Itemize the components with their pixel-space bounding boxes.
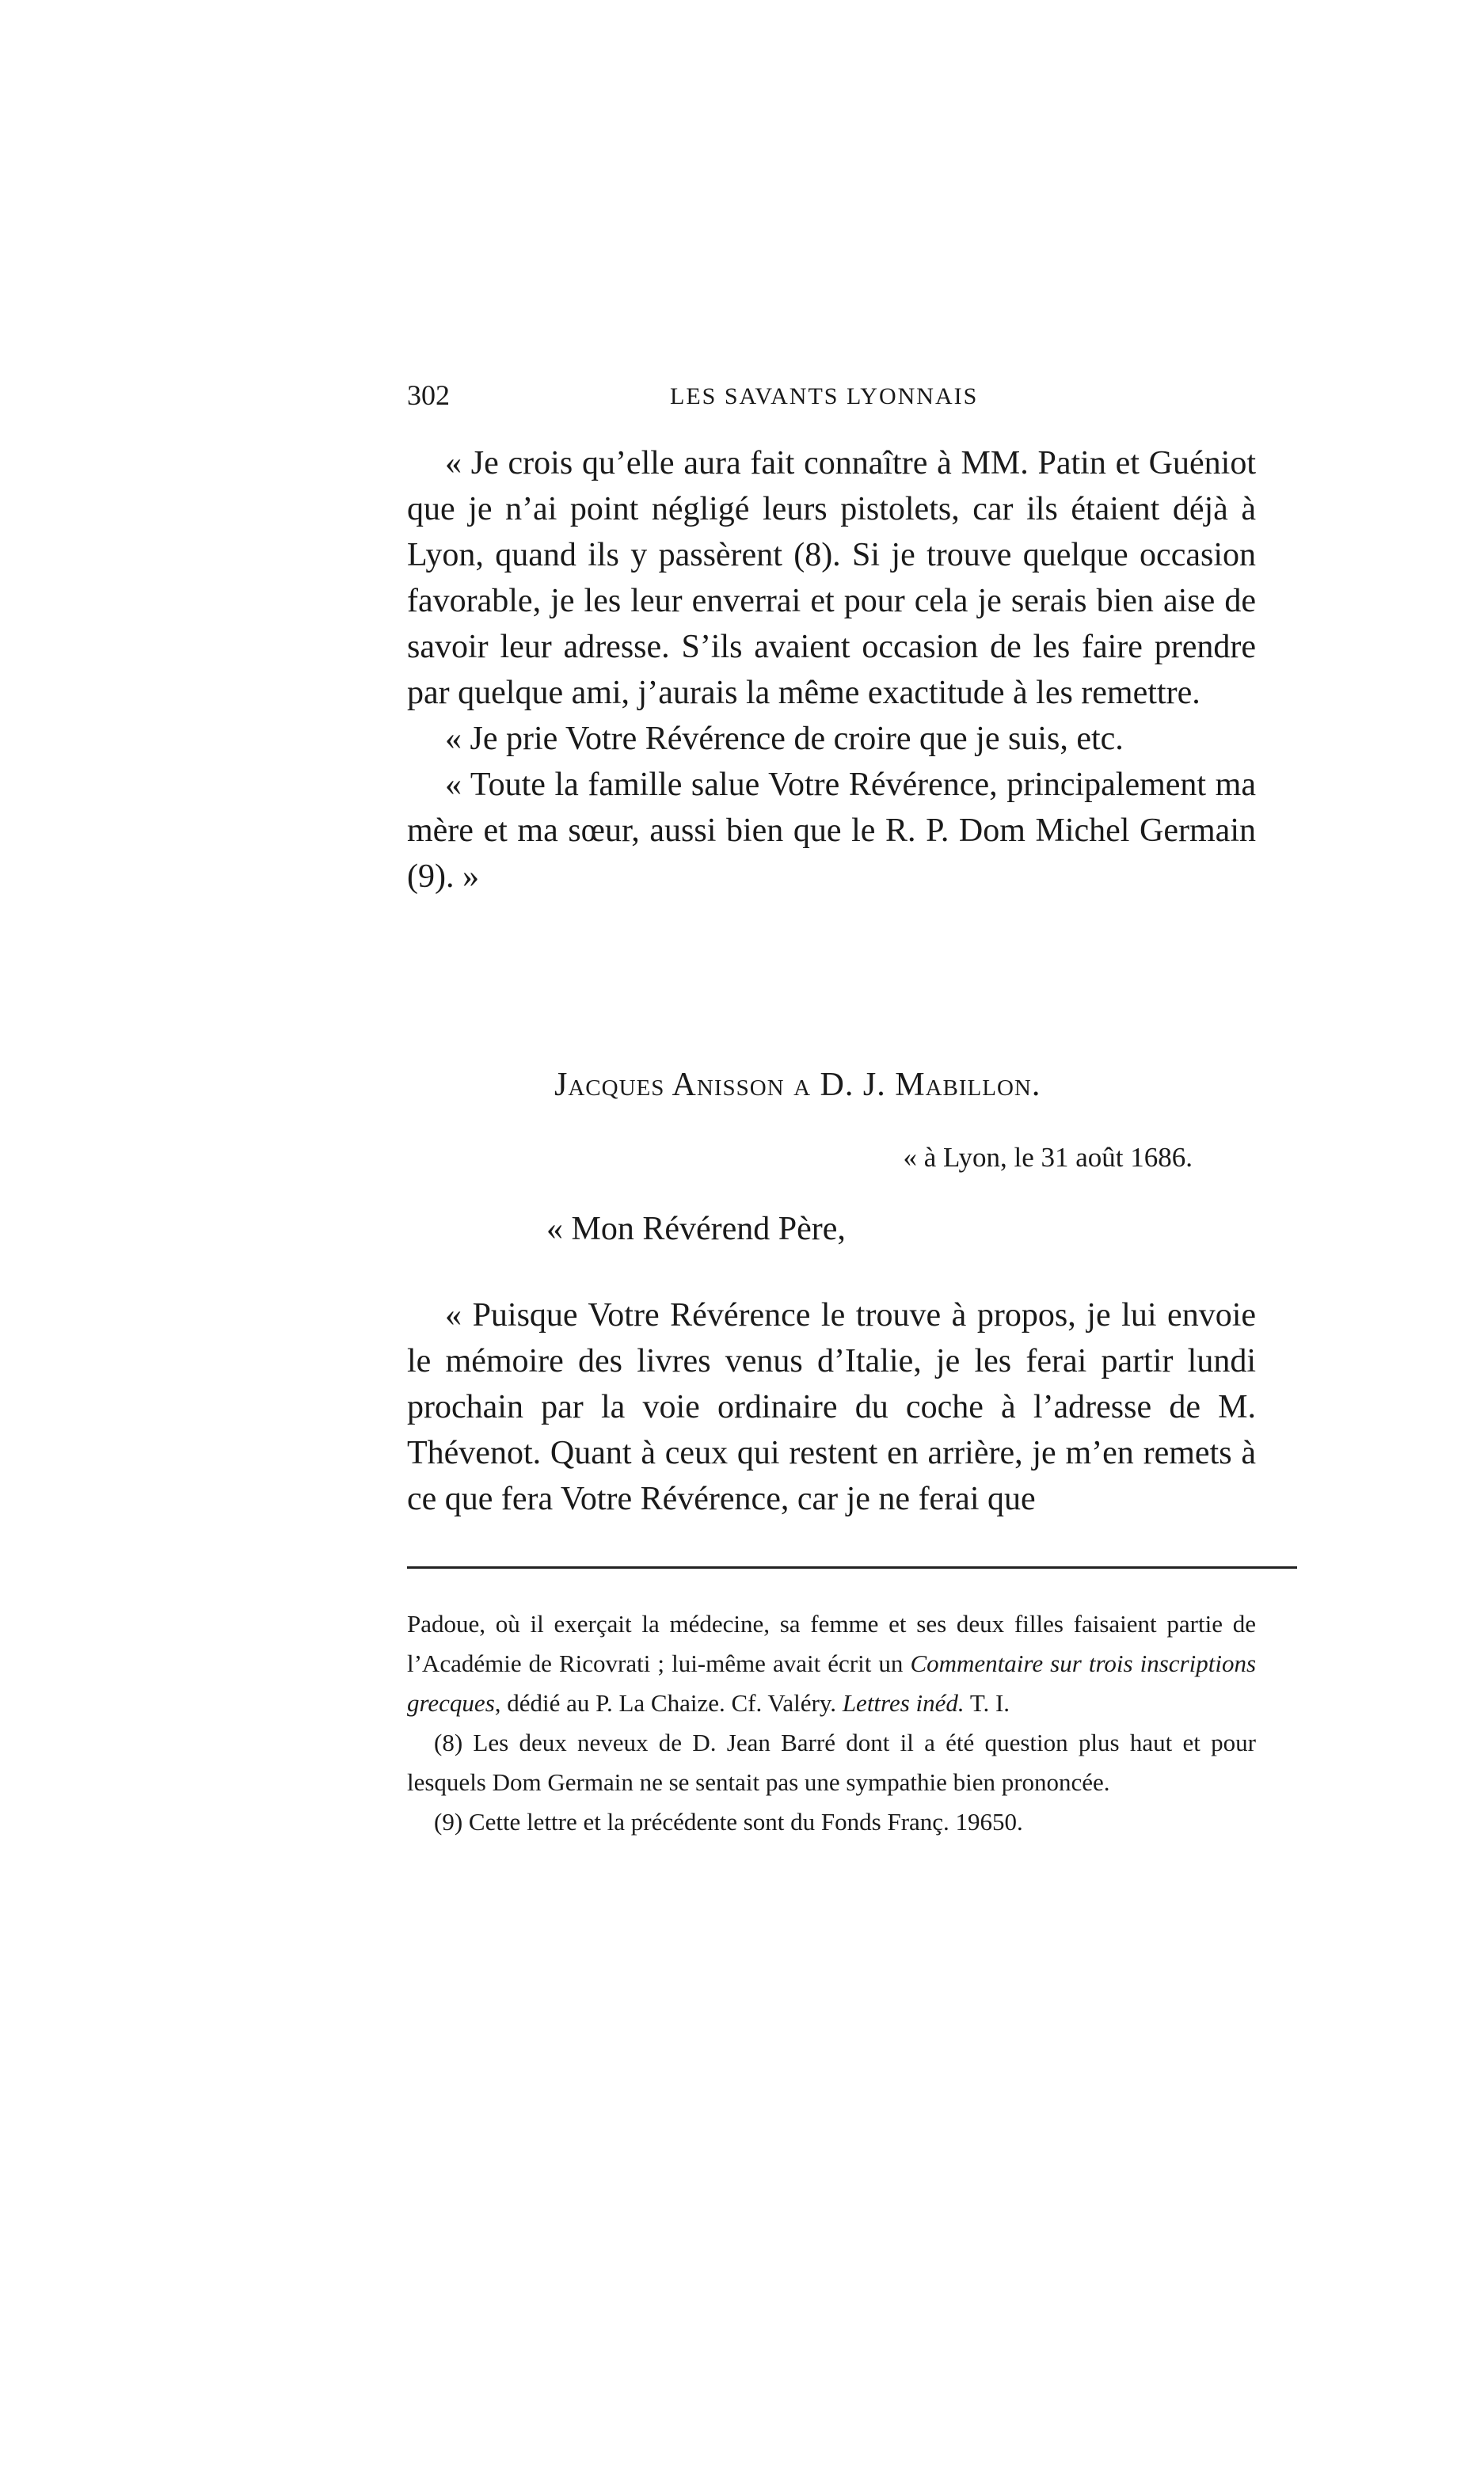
footnote-divider (407, 1566, 1297, 1569)
paragraph: « Toute la famille salue Votre Révérence, principalement ma mère et ma sœur, aussi bien que le R. P. Dom Michel Germain (9). » (407, 767, 1256, 895)
page-header (407, 379, 1296, 418)
footnote-text: T. I. (964, 1689, 1010, 1717)
running-title: LES SAVANTS LYONNAIS (670, 383, 979, 409)
letter-2-text (407, 1292, 1256, 1522)
paragraph: « Je prie Votre Révérence de croire que je suis, etc. (445, 721, 1124, 757)
footnote-continuation (407, 1604, 1256, 1723)
footnote-text: Padoue, où il exerçait la médecine, sa femme et ses deux filles faisaient partie de l’Académie de Ricovrati ; lui-même avait écrit un (407, 1610, 1256, 1677)
footnote-text: , dédié au P. La Chaize. Cf. Valéry. (494, 1689, 843, 1717)
letter-dateline: « à Lyon, le 31 août 1686. (903, 1142, 1193, 1173)
paragraph: « Je crois qu’elle aura fait connaître à MM. Patin et Guéniot que je n’ai point négligé leurs pistolets, car ils étaient déjà à Lyon, quand ils y passèrent (8). Si je trouve quelque occasion favorable, je les leur enverrai et pour cela je serais bien aise de savoir leur adresse. S’ils avaient occasion de les faire prendre par quelque ami, j’aurais la même exactitude à les remettre. (407, 445, 1256, 711)
paragraph: « Puisque Votre Révérence le trouve à propos, je lui envoie le mémoire des livres venus d’Italie, je les ferai partir lundi prochain par la voie ordinaire du coche à l’adresse de M. Thévenot. Quant à ceux qui restent en arrière, je m’en remets à ce que fera Votre Révérence, car je ne ferai que (407, 1297, 1256, 1517)
letter-heading: Jacques Anisson a D. J. Mabillon. (554, 1067, 1041, 1103)
letter-1-text (407, 440, 1256, 900)
footnotes (407, 1604, 1256, 1842)
page-number: 302 (407, 379, 450, 411)
footnote-8: (8) Les deux neveux de D. Jean Barré dont il a été question plus haut et pour lesquels Dom Germain ne se sentait pas une sympathie bien prononcée. (407, 1729, 1256, 1796)
footnote-9: (9) Cette lettre et la précédente sont du Fonds Franç. 19650. (434, 1808, 1023, 1836)
letter-salutation: « Mon Révérend Père, (546, 1211, 846, 1247)
footnote-italic-title: Lettres inéd. (842, 1689, 965, 1717)
footnote-italic-title: Commentaire sur trois inscriptions grecques (407, 1649, 1257, 1717)
